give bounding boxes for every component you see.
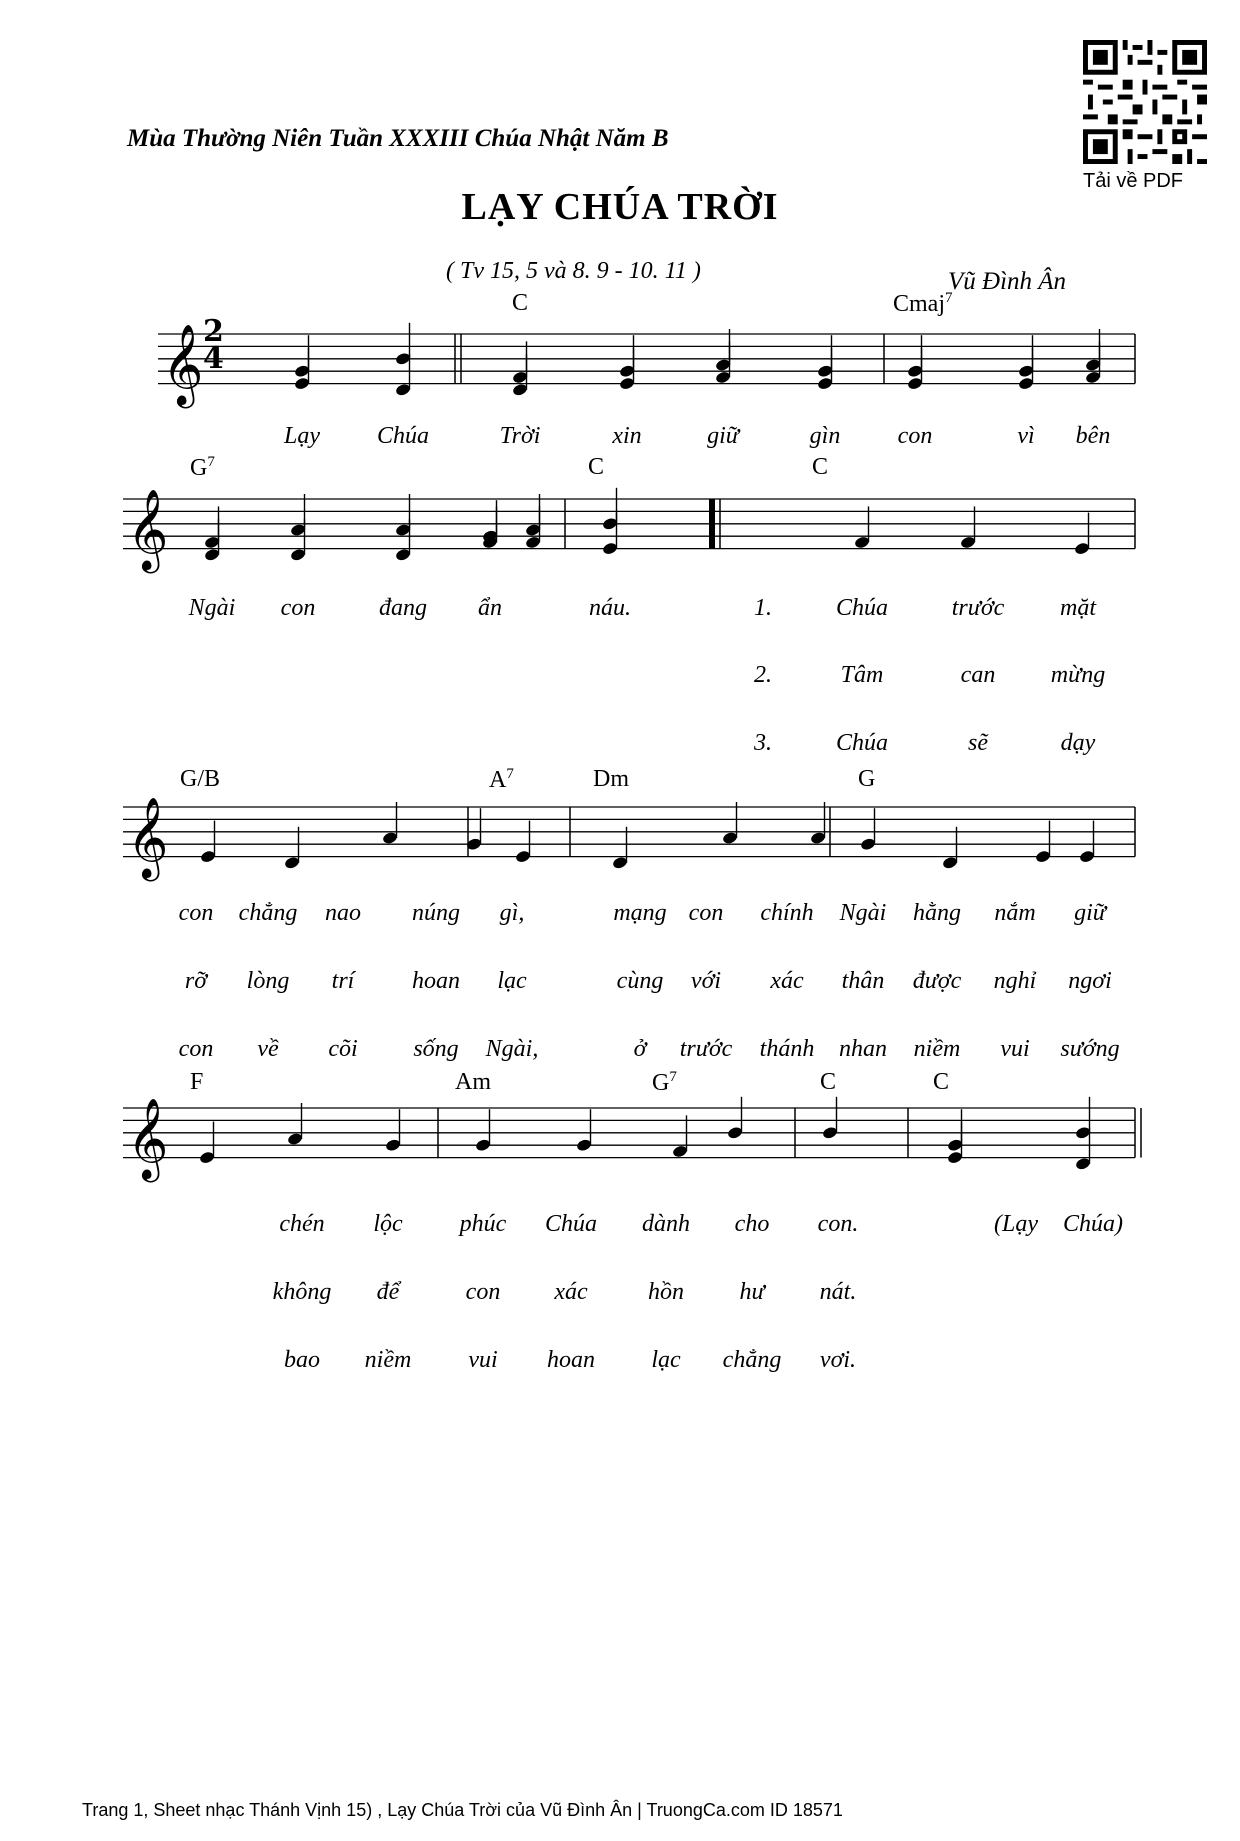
lyric-syllable: lòng [246,968,290,994]
chord-name: G [190,455,208,481]
page-footer: Trang 1, Sheet nhạc Thánh Vịnh 15) , Lạy Chúa Trời của Vũ Đình Ân | TruongCa.com ID 18571 [82,1800,843,1820]
treble-clef-icon: 𝄞 [127,796,169,878]
treble-clef-icon: 𝄞 [162,323,204,405]
lyric-syllable: chẳng [722,1347,782,1373]
lyric-syllable: Ngài [188,595,236,621]
lyric-syllable: con [280,595,316,621]
lyric-syllable: Lạy [284,423,320,449]
lyric-syllable: mừng [1050,662,1106,688]
lyric-syllable: về [257,1036,279,1062]
lyric-syllable: ở [633,1036,647,1062]
time-signature-top: 2 [203,314,224,349]
lyric-syllable: nát. [819,1279,857,1305]
lyric-syllable: con [897,423,933,449]
composer-name: Vũ Đình Ân [948,268,1067,295]
lyric-syllable: xin [612,423,642,449]
lyric-syllable: xác [554,1279,588,1305]
lyric-syllable: dạy [1060,730,1096,756]
lyric-syllable: bao [284,1347,320,1373]
lyric-syllable: 1. [754,595,772,621]
lyric-syllable: vơi. [819,1347,857,1373]
lyric-syllable: (Lạy [994,1211,1038,1237]
lyric-syllable: 3. [754,730,772,756]
lyric-syllable: con [178,1036,214,1062]
lyric-syllable: náu. [589,595,631,621]
chord-symbol [593,766,629,793]
download-pdf-link[interactable]: Tải về PDF [1083,170,1184,192]
lyric-syllable: Ngài [839,900,887,926]
lyric-syllable: niềm [364,1347,412,1373]
chord-symbol [652,1069,677,1097]
lyric-syllable: phúc [459,1211,507,1237]
lyric-syllable: hoan [547,1347,595,1373]
chord-name: C [933,1069,950,1095]
lyric-syllable: bên [1075,423,1111,449]
chord-extension: 7 [669,1069,677,1085]
chord-name: F [190,1069,204,1095]
chord-symbol [180,766,220,793]
lyric-syllable: can [960,662,996,688]
lyric-syllable: Chúa) [1063,1211,1123,1237]
chord-name: Cmaj [893,291,945,317]
lyric-syllable: xác [770,968,804,994]
lyric-syllable: vui [1000,1036,1030,1062]
lyric-syllable: núng [412,900,460,926]
lyric-syllable: Tâm [840,662,884,688]
lyric-syllable: dành [642,1211,690,1237]
lyric-syllable: rỡ [184,968,208,994]
lyric-syllable: thân [841,968,885,994]
song-title: LẠY CHÚA TRỜI [461,186,779,228]
lyric-syllable: chẳng [238,900,298,926]
chord-name: Am [455,1069,491,1095]
lyric-syllable: niềm [913,1036,961,1062]
chord-extension: 7 [945,290,953,306]
chord-symbol [893,290,953,318]
lyric-syllable: gì, [499,900,525,926]
lyric-syllable: sống [413,1036,459,1062]
psalm-reference: ( Tv 15, 5 và 8. 9 - 10. 11 ) [446,258,701,284]
lyric-syllable: cho [734,1211,770,1237]
lyric-syllable: 2. [754,662,772,688]
lyric-syllable: vui [468,1347,498,1373]
lyric-syllable: ẩn [478,595,502,621]
chord-symbol [820,1069,836,1096]
lyric-syllable: Chúa [835,730,889,756]
lyric-syllable: trí [331,968,355,994]
season-label: Mùa Thường Niên Tuần XXXIII Chúa Nhật Năm B [127,125,669,152]
chord-name: Dm [593,766,629,792]
chord-name: C [820,1069,837,1095]
lyric-syllable: con [688,900,724,926]
lyric-syllable: với [690,968,722,994]
lyric-syllable: không [272,1279,332,1305]
lyric-syllable: hằng [913,900,961,926]
chord-symbol [512,290,528,317]
lyric-syllable: con [178,900,214,926]
treble-clef-icon: 𝄞 [127,488,169,570]
chord-symbol [455,1069,491,1096]
treble-clef-icon: 𝄞 [127,1097,169,1179]
chord-name: G [652,1070,670,1096]
lyric-syllable: trước [679,1036,733,1062]
lyric-syllable: nắm [994,900,1036,926]
lyric-syllable: con [465,1279,501,1305]
lyric-syllable: Chúa [544,1211,598,1237]
chord-name: G [858,766,876,792]
lyric-syllable: Chúa [376,423,430,449]
lyric-syllable: hư [739,1279,765,1305]
lyric-syllable: sẽ [968,730,988,756]
chord-name: C [588,454,605,480]
lyric-syllable: nghỉ [993,968,1037,994]
lyric-syllable: lạc [497,968,527,994]
chord-symbol [933,1069,949,1096]
lyric-syllable: sướng [1060,1036,1120,1062]
chord-name: C [512,290,529,316]
chord-symbol [489,766,514,794]
lyric-syllable: nao [325,900,361,926]
lyric-syllable: chén [279,1211,325,1237]
lyric-syllable: được [912,968,962,994]
chord-symbol [190,454,215,482]
lyric-syllable: Trời [499,423,541,449]
lyric-syllable: trước [951,595,1005,621]
chord-name: A [489,767,507,793]
lyric-syllable: mạng [613,900,667,926]
chord-symbol [190,1069,203,1096]
lyric-syllable: chính [760,900,814,926]
chord-symbol [588,454,604,481]
lyric-syllable: Chúa [835,595,889,621]
lyric-syllable: để [376,1279,400,1305]
chord-extension: 7 [207,454,215,470]
lyric-syllable: gìn [809,423,841,449]
chord-symbol [858,766,875,793]
chord-name: G/B [180,766,221,792]
chord-name: C [812,454,829,480]
lyric-syllable: giữ [1074,900,1106,926]
lyric-syllable: nhan [839,1036,887,1062]
lyric-syllable: hoan [412,968,460,994]
lyric-syllable: cõi [328,1036,358,1062]
lyric-syllable: giữ [707,423,739,449]
time-signature-bottom: 4 [203,341,224,376]
lyric-syllable: ngơi [1068,968,1112,994]
lyric-syllable: lộc [373,1211,403,1237]
lyric-syllable: đang [379,595,427,621]
lyric-syllable: hồn [648,1279,684,1305]
lyric-syllable: lạc [651,1347,681,1373]
lyric-syllable: con. [817,1211,859,1237]
chord-symbol [812,454,828,481]
lyric-syllable: vì [1017,423,1035,449]
lyric-syllable: thánh [759,1036,815,1062]
lyric-syllable: Ngài, [485,1036,539,1062]
chord-extension: 7 [506,766,514,782]
lyric-syllable: mặt [1060,595,1096,621]
lyric-syllable: cùng [616,968,664,994]
bar-lines [438,334,1141,1158]
